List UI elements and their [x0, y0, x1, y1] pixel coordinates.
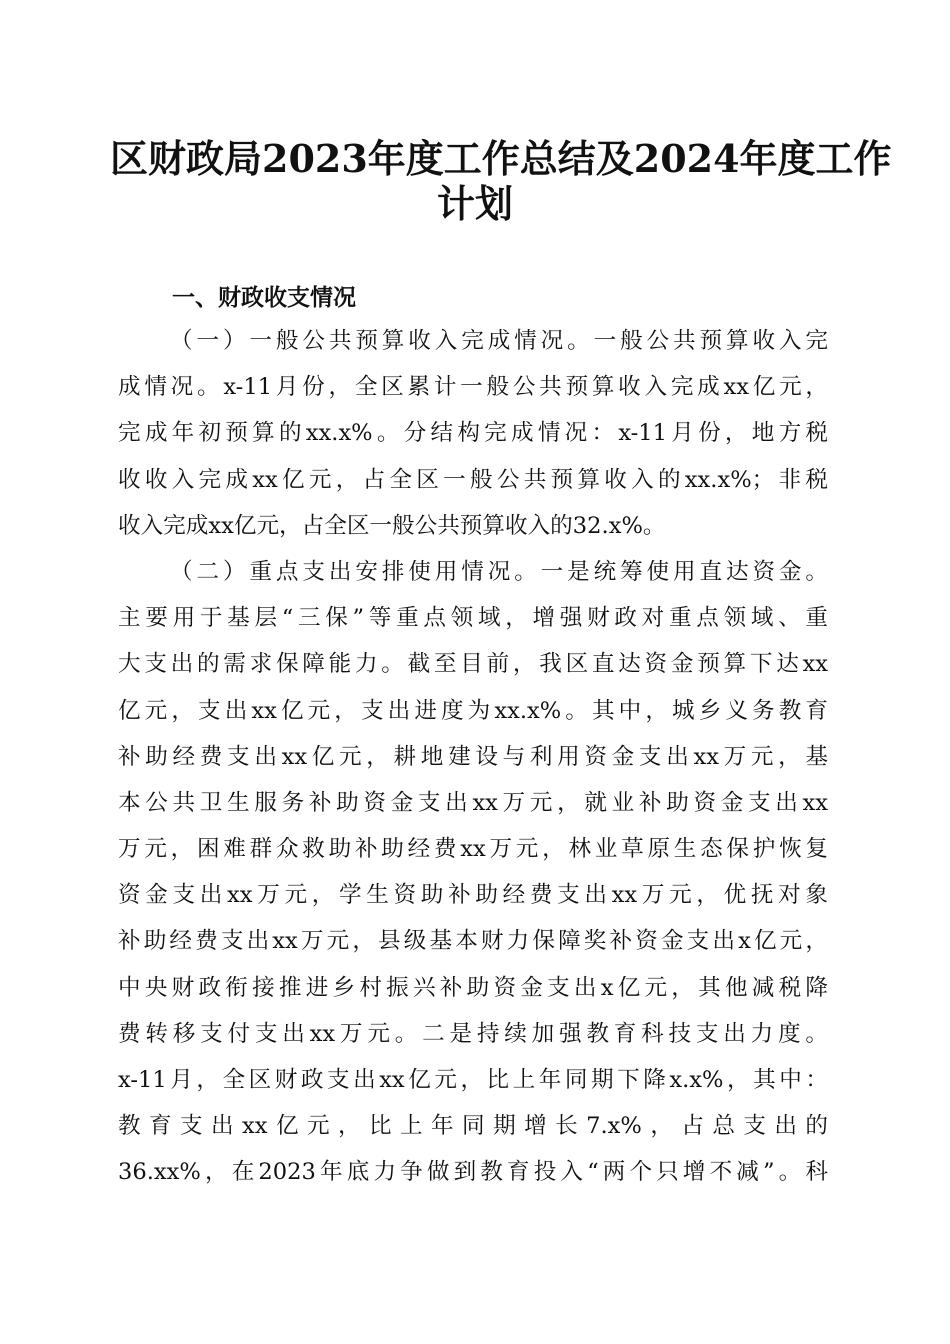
paragraph-2-line: 主要用于基层“三保”等重点领域，增强财政对重点领域、重 [118, 605, 828, 632]
document-title-line-2: 计划 [436, 181, 513, 226]
paragraph-2-line: 补助经费支出xx万元，县级基本财力保障奖补资金支出x亿元， [118, 928, 828, 955]
paragraph-2-line: 万元，困难群众救助补助经费xx万元，林业草原生态保护恢复 [118, 836, 828, 863]
paragraph-2-line: 本公共卫生服务补助资金支出xx万元，就业补助资金支出xx [118, 789, 828, 816]
paragraph-2-line: 亿元，支出xx亿元，支出进度为xx.x%。其中，城乡义务教育 [118, 697, 828, 724]
paragraph-2-line: （二）重点支出安排使用情况。一是统筹使用直达资金。 [170, 558, 828, 585]
paragraph-1-line: （一）一般公共预算收入完成情况。一般公共预算收入完 [170, 328, 828, 354]
paragraph-2-line: 费转移支付支出xx万元。二是持续加强教育科技支出力度。 [118, 1020, 828, 1047]
section-heading-finance: 一、财政收支情况 [172, 285, 356, 311]
document-title-line-1: 区财政局2023年度工作总结及2024年度工作 [110, 136, 892, 181]
paragraph-2-line: 中央财政衔接推进乡村振兴补助资金支出x亿元，其他减税降 [118, 974, 828, 1001]
paragraph-1-line: 收收入完成xx亿元，占全区一般公共预算收入的xx.x%；非税 [118, 466, 828, 493]
paragraph-2-line: 教育支出xx亿元，比上年同期增长7.x%，占总支出的 [118, 1113, 828, 1140]
paragraph-2-line: 补助经费支出xx亿元，耕地建设与利用资金支出xx万元，基 [118, 743, 828, 770]
document-body [118, 318, 828, 1196]
paragraph-2-line: x-11月，全区财政支出xx亿元，比上年同期下降x.x%，其中： [118, 1067, 828, 1093]
paragraph-1-line: 完成年初预算的xx.x%。分结构完成情况：x-11月份，地方税 [118, 420, 828, 447]
paragraph-2-line: 大支出的需求保障能力。截至目前，我区直达资金预算下达xx [118, 651, 828, 678]
paragraph-2-line: 36.xx%，在2023年底力争做到教育投入“两个只增不减”。科 [118, 1159, 828, 1186]
paragraph-1-line: 成情况。x-11月份，全区累计一般公共预算收入完成xx亿元， [118, 374, 828, 401]
paragraph-2-line: 资金支出xx万元，学生资助补助经费支出xx万元，优抚对象 [118, 882, 828, 909]
paragraph-1-line: 收入完成xx亿元，占全区一般公共预算收入的32.x%。 [118, 512, 666, 539]
